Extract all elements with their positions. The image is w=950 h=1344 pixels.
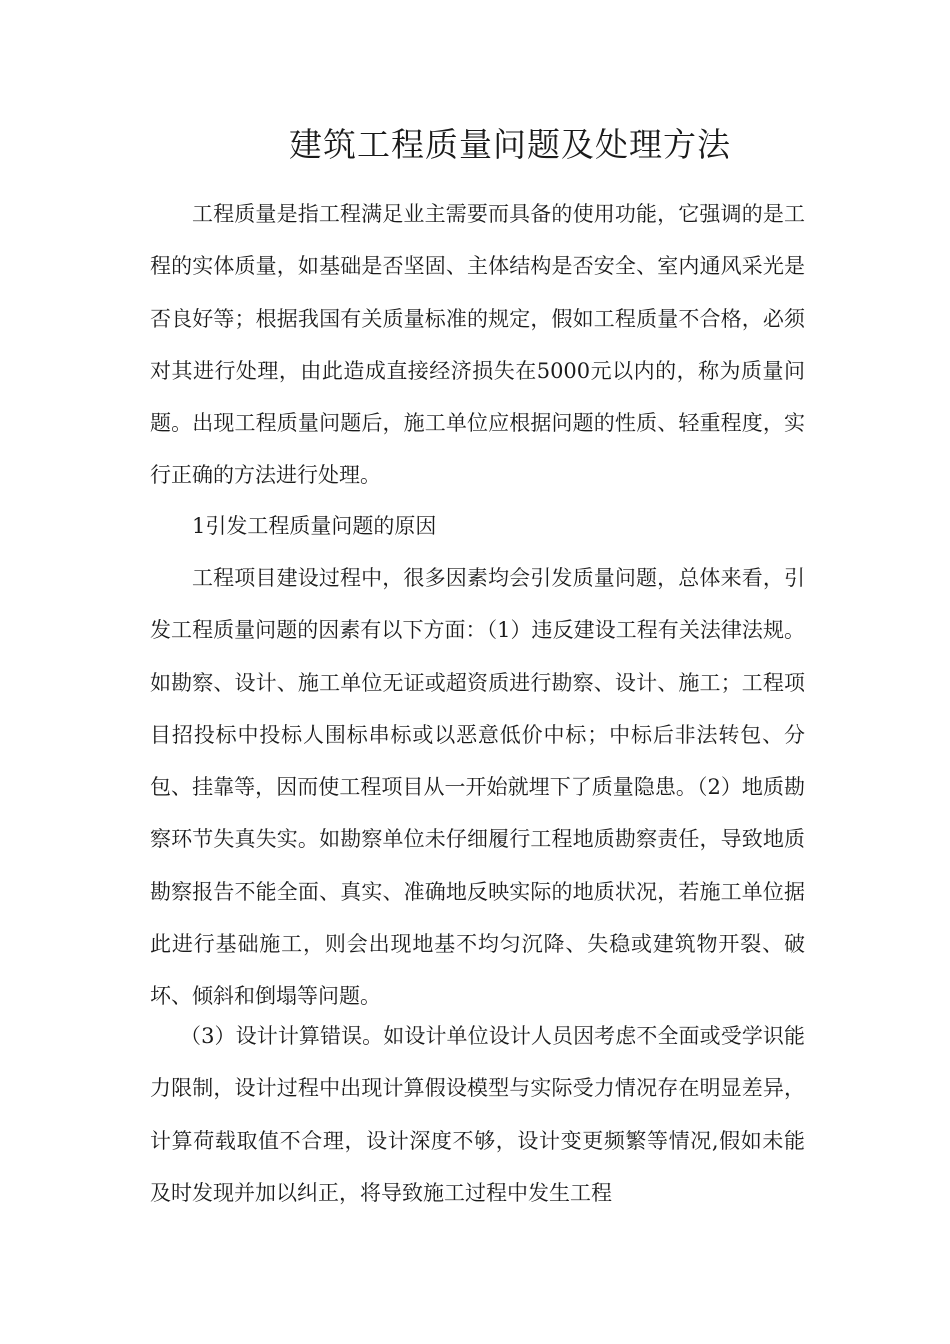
paragraph-design-errors: （3）设计计算错误。如设计单位设计人员因考虑不全面或受学识能力限制，设计过程中出现计算假设模型与实际受力情况存在明显差异，计算荷载取值不合理，设计深度不够，设计变更频繁等情况,假如未能及时发现并加以纠正，将导致施工过程中发生工程	[150, 1024, 805, 1205]
paragraph-causes: 工程项目建设过程中，很多因素均会引发质量问题，总体来看，引发工程质量问题的因素有以下方面：（1）违反建设工程有关法律法规。如勘察、设计、施工单位无证或超资质进行勘察、设计、施工；工程项目招投标中投标人围标串标或以恶意低价中标；中标后非法转包、分包、挂靠等，因而使工程项目从一开始就埋下了质量隐患。（2）地质勘察环节失真失实。如勘察单位未仔细履行工程地质勘察责任，导致地质勘察报告不能全面、真实、准确地反映实际的地质状况，若施工单位据此进行基础施工，则会出现地基不均匀沉降、失稳或建筑物开裂、破坏、倾斜和倒塌等问题。	[150, 566, 805, 1009]
paragraph-introduction: 工程质量是指工程满足业主需要而具备的使用功能，它强调的是工程的实体质量，如基础是否坚固、主体结构是否安全、室内通风采光是否良好等；根据我国有关质量标准的规定，假如工程质量不合格，必须对其进行处理，由此造成直接经济损失在5000元以内的，称为质量问题。出现工程质量问题后，施工单位应根据问题的性质、轻重程度，实行正确的方法进行处理。	[150, 202, 805, 488]
document-title: 建筑工程质量问题及处理方法	[289, 125, 731, 164]
section-heading-causes: 1引发工程质量问题的原因	[192, 514, 437, 538]
